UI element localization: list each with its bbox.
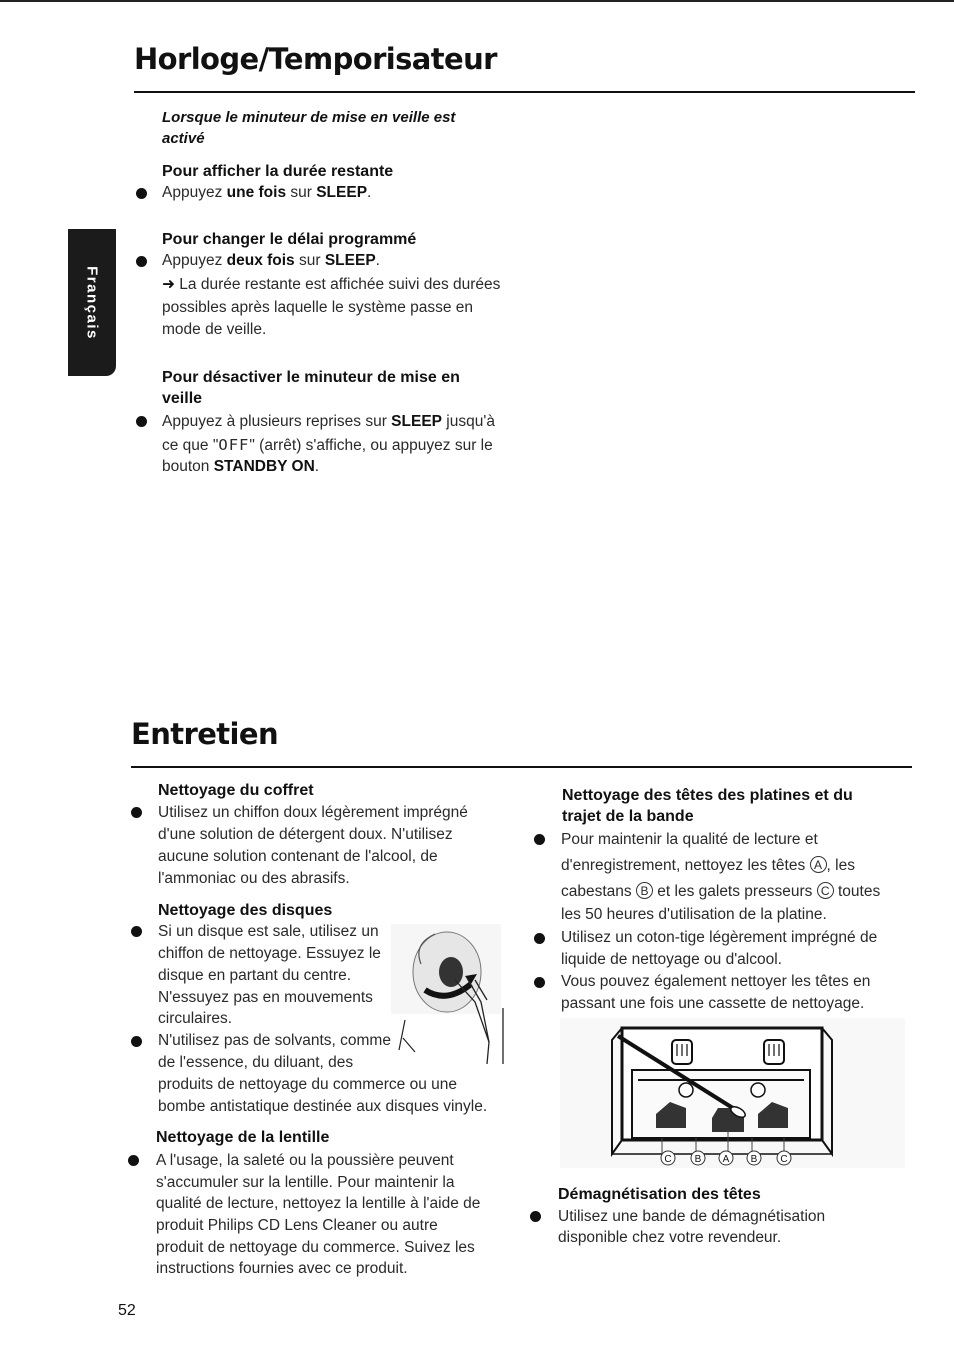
coffret-line: l'ammoniac ou des abrasifs. xyxy=(158,870,350,887)
label-a-circle: A xyxy=(810,856,827,873)
diagram-label-b-right xyxy=(747,1151,761,1165)
bullet xyxy=(534,834,545,845)
bullet xyxy=(136,188,147,199)
disques-line: bombe antistatique destinée aux disques vinyle. xyxy=(158,1098,488,1115)
tetes-line: liquide de nettoyage ou d'alcool. xyxy=(561,951,782,968)
svg-text:C: C xyxy=(664,1154,672,1165)
disques-line: produits de nettoyage du commerce ou une xyxy=(158,1076,457,1093)
svg-text:B: B xyxy=(750,1154,758,1165)
svg-text:A: A xyxy=(722,1154,730,1165)
heading-demagnetisation: Démagnétisation des têtes xyxy=(558,1186,761,1203)
section-rule xyxy=(134,91,915,93)
disques-line: N'utilisez pas de solvants, comme xyxy=(158,1032,391,1049)
tetes-line: Utilisez un coton-tige légèrement imprégné de xyxy=(561,929,878,946)
bullet xyxy=(534,933,545,944)
disques-line: de l'essence, du diluant, des xyxy=(158,1054,354,1071)
disques-line: disque en partant du centre. xyxy=(158,967,352,984)
demag-line: Utilisez une bande de démagnétisation xyxy=(558,1208,826,1225)
result-line-2: possibles après laquelle le système passe en xyxy=(162,299,474,316)
coffret-line: aucune solution contenant de l'alcool, de xyxy=(158,848,438,865)
heading-deactivate-line-1: Pour désactiver le minuteur de mise en xyxy=(162,369,460,386)
diagram-label-c-right xyxy=(777,1151,791,1165)
heading-deactivate-line-2: veille xyxy=(162,390,203,407)
heading-tetes-line-2: trajet de la bande xyxy=(562,808,694,825)
lcd-off-text: OFF xyxy=(218,436,250,454)
intro-line-2: activé xyxy=(162,130,205,147)
top-border xyxy=(0,0,954,2)
disques-line: chiffon de nettoyage. Essuyez le xyxy=(158,945,381,962)
lentille-line: qualité de lecture, nettoyez la lentille à l'aide de xyxy=(156,1195,481,1212)
label-c-circle: C xyxy=(817,882,834,899)
heading-coffret: Nettoyage du coffret xyxy=(158,782,314,799)
lentille-line: s'accumuler sur la lentille. Pour maintenir la xyxy=(156,1174,455,1191)
tetes-line: Vous pouvez également nettoyer les têtes en xyxy=(561,973,871,990)
result-line-3: mode de veille. xyxy=(162,321,267,338)
bullet xyxy=(136,416,147,427)
disques-line: circulaires. xyxy=(158,1010,233,1027)
disques-line: Si un disque est sale, utilisez un xyxy=(158,923,379,940)
heading-show-remaining: Pour afficher la durée restante xyxy=(162,163,394,180)
tape-deck-illustration xyxy=(560,1018,905,1170)
heading-tetes-line-1: Nettoyage des têtes des platines et du xyxy=(562,787,853,804)
intro-line-1: Lorsque le minuteur de mise en veille est xyxy=(162,109,456,126)
section-rule xyxy=(131,766,912,768)
bullet xyxy=(131,1036,142,1047)
lentille-line: A l'usage, la saleté ou la poussière peuvent xyxy=(156,1152,454,1169)
tetes-line: passant une fois une cassette de nettoyage. xyxy=(561,995,865,1012)
bullet xyxy=(530,1211,541,1222)
deactivate-line-3: bouton STANDBY ON. xyxy=(162,458,320,475)
heading-lentille: Nettoyage de la lentille xyxy=(156,1129,330,1146)
coffret-line: d'une solution de détergent doux. N'utilisez xyxy=(158,826,453,843)
disques-line: N'essuyez pas en mouvements xyxy=(158,989,373,1006)
heading-disques: Nettoyage des disques xyxy=(158,902,333,919)
lentille-line: instructions fournies avec ce produit. xyxy=(156,1260,408,1277)
result-line-1: ➜ La durée restante est affichée suivi des durées xyxy=(162,276,501,293)
tetes-line: d'enregistrement, nettoyez les têtes A , les xyxy=(561,857,855,874)
coffret-line: Utilisez un chiffon doux légèrement imprégné xyxy=(158,804,468,821)
language-tab-label: Français xyxy=(83,265,101,340)
lentille-line: produit de nettoyage du commerce. Suivez les xyxy=(156,1239,475,1256)
diagram-label-a xyxy=(719,1151,733,1165)
bullet xyxy=(136,256,147,267)
heading-change-delay: Pour changer le délai programmé xyxy=(162,231,417,248)
demag-line: disponible chez votre revendeur. xyxy=(558,1229,782,1246)
section-title-horloge: Horloge/Temporisateur xyxy=(134,42,497,76)
bullet xyxy=(131,926,142,937)
disc-cleaning-illustration xyxy=(385,920,510,1066)
svg-text:B: B xyxy=(694,1154,702,1165)
bullet xyxy=(131,807,142,818)
diagram-label-c-left xyxy=(661,1151,675,1165)
diagram-label-b-left xyxy=(691,1151,705,1165)
label-b-circle: B xyxy=(636,882,653,899)
tetes-line: les 50 heures d'utilisation de la platine. xyxy=(561,906,827,923)
deactivate-line-1: Appuyez à plusieurs reprises sur SLEEP jusqu'à xyxy=(162,413,495,430)
bullet-show-remaining: Appuyez une fois sur SLEEP. xyxy=(162,184,372,201)
deactivate-line-2: ce que "OFF" (arrêt) s'affiche, ou appuyez sur le xyxy=(162,436,493,454)
bullet-change-delay: Appuyez deux fois sur SLEEP. xyxy=(162,252,380,269)
arrow-icon: ➜ xyxy=(162,276,175,293)
section-title-entretien: Entretien xyxy=(131,717,279,751)
tetes-line: Pour maintenir la qualité de lecture et xyxy=(561,831,818,848)
bullet xyxy=(534,977,545,988)
svg-text:C: C xyxy=(780,1154,788,1165)
page-number: 52 xyxy=(118,1302,136,1319)
bullet xyxy=(128,1155,139,1166)
lentille-line: produit Philips CD Lens Cleaner ou autre xyxy=(156,1217,438,1234)
tetes-line: cabestans B et les galets presseurs C toutes xyxy=(561,883,881,900)
language-tab xyxy=(68,229,116,376)
